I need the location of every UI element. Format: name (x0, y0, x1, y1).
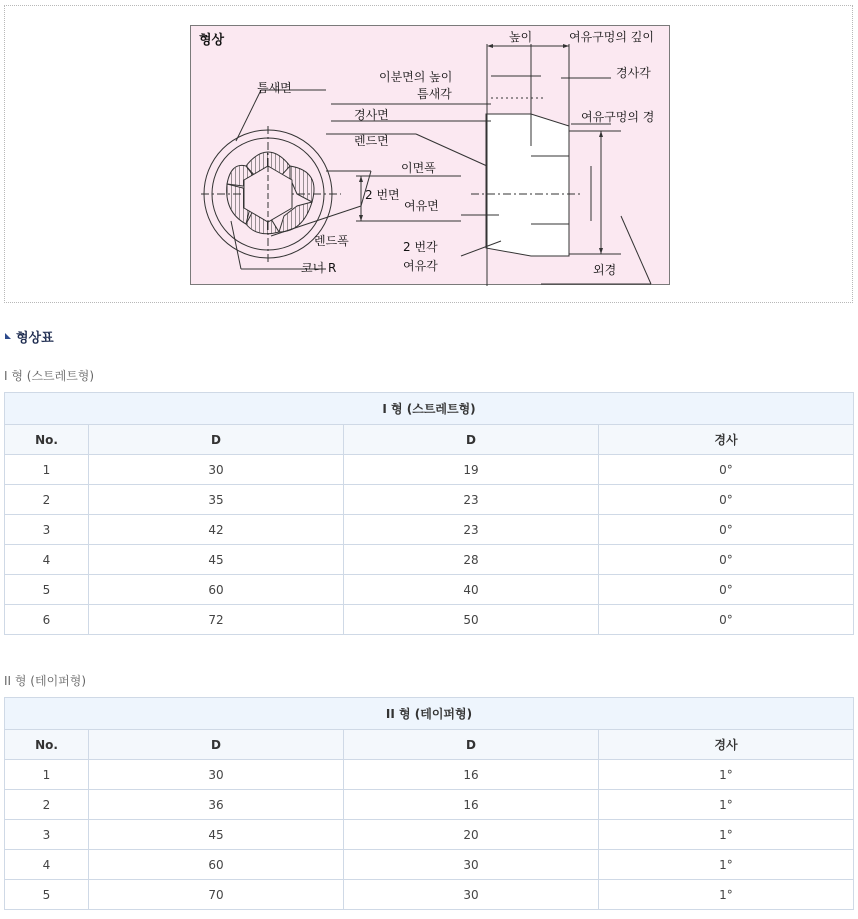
label-inclined-angle: 경사각 (616, 66, 651, 80)
table-caption-row (5, 393, 854, 425)
cell-d1: 72 (89, 605, 344, 635)
label-relief-hole-diameter: 여유구멍의 경 (581, 110, 655, 124)
cell-d1: 60 (89, 850, 344, 880)
cell-d2: 19 (344, 455, 599, 485)
table-row (5, 455, 854, 485)
cell-no: 3 (5, 820, 89, 850)
cell-taper: 1° (599, 790, 854, 820)
label-gap-face: 틈새면 (257, 81, 292, 95)
label-outer-diameter: 외경 (593, 263, 617, 277)
cell-no: 2 (5, 485, 89, 515)
header-d1: D (89, 425, 344, 455)
table-row (5, 575, 854, 605)
cell-taper: 0° (599, 605, 854, 635)
cell-no: 2 (5, 790, 89, 820)
cell-d2: 16 (344, 760, 599, 790)
cell-d1: 30 (89, 760, 344, 790)
table-row (5, 605, 854, 635)
cell-no: 1 (5, 760, 89, 790)
cell-d1: 45 (89, 545, 344, 575)
cell-taper: 0° (599, 485, 854, 515)
label-relief-hole-depth: 여유구멍의 깊이 (569, 30, 654, 44)
cell-d1: 45 (89, 820, 344, 850)
header-d1: D (89, 730, 344, 760)
label-land-width: 렌드폭 (314, 234, 349, 248)
cell-d2: 28 (344, 545, 599, 575)
label-two-flats: 2 번면 (365, 188, 400, 202)
cell-d1: 35 (89, 485, 344, 515)
header-no: No. (5, 425, 89, 455)
header-no: No. (5, 730, 89, 760)
cell-taper: 1° (599, 850, 854, 880)
table-row (5, 880, 854, 910)
cell-taper: 0° (599, 545, 854, 575)
cell-d2: 30 (344, 850, 599, 880)
cell-d2: 16 (344, 790, 599, 820)
label-relief-face: 여유면 (404, 199, 439, 213)
diagram-title: 형상 (199, 33, 225, 48)
table-row (5, 485, 854, 515)
figure-container (4, 5, 853, 303)
cell-d1: 36 (89, 790, 344, 820)
cell-d1: 60 (89, 575, 344, 605)
header-taper: 경사 (599, 425, 854, 455)
cell-no: 4 (5, 850, 89, 880)
bullet-icon (5, 333, 11, 339)
table-header-row (5, 730, 854, 760)
label-gap-angle: 틈새각 (417, 87, 452, 101)
label-land-face: 렌드면 (354, 134, 389, 148)
header-d2: D (344, 425, 599, 455)
cell-d1: 30 (89, 455, 344, 485)
cell-d1: 42 (89, 515, 344, 545)
cell-no: 5 (5, 880, 89, 910)
section-heading-text: 형상표 (16, 331, 54, 346)
cell-d2: 23 (344, 515, 599, 545)
table-row (5, 515, 854, 545)
cell-d2: 30 (344, 880, 599, 910)
label-parting-height: 이분면의 높이 (379, 70, 453, 84)
table1-subtitle: I 형 (스트레트형) (4, 369, 95, 383)
section-heading (5, 327, 54, 346)
table-row (5, 790, 854, 820)
header-d2: D (344, 730, 599, 760)
cell-d2: 50 (344, 605, 599, 635)
label-height: 높이 (509, 30, 533, 44)
cell-taper: 0° (599, 515, 854, 545)
cell-no: 5 (5, 575, 89, 605)
cell-taper: 1° (599, 880, 854, 910)
cell-no: 3 (5, 515, 89, 545)
table-row (5, 760, 854, 790)
table2-subtitle: II 형 (테이퍼형) (4, 674, 87, 688)
cell-taper: 0° (599, 575, 854, 605)
cell-no: 6 (5, 605, 89, 635)
label-two-angles: 2 번각 (403, 240, 438, 254)
cell-d2: 20 (344, 820, 599, 850)
table-caption-row (5, 698, 854, 730)
label-back-width: 이면폭 (401, 161, 436, 175)
taper-type-table (4, 697, 854, 910)
table-caption: II 형 (테이퍼형) (5, 698, 854, 730)
straight-type-table (4, 392, 854, 635)
cell-taper: 1° (599, 760, 854, 790)
cell-no: 4 (5, 545, 89, 575)
table-caption: I 형 (스트레트형) (5, 393, 854, 425)
cell-taper: 0° (599, 455, 854, 485)
cell-d1: 70 (89, 880, 344, 910)
cell-no: 1 (5, 455, 89, 485)
label-inclined-face: 경사면 (354, 108, 389, 122)
cell-taper: 1° (599, 820, 854, 850)
table-row (5, 820, 854, 850)
header-taper: 경사 (599, 730, 854, 760)
label-corner-r: 코너 R (301, 261, 337, 275)
cell-d2: 40 (344, 575, 599, 605)
table-header-row (5, 425, 854, 455)
shape-diagram (190, 25, 670, 285)
table-row (5, 545, 854, 575)
cell-d2: 23 (344, 485, 599, 515)
table-row (5, 850, 854, 880)
label-relief-angle: 여유각 (403, 259, 438, 273)
